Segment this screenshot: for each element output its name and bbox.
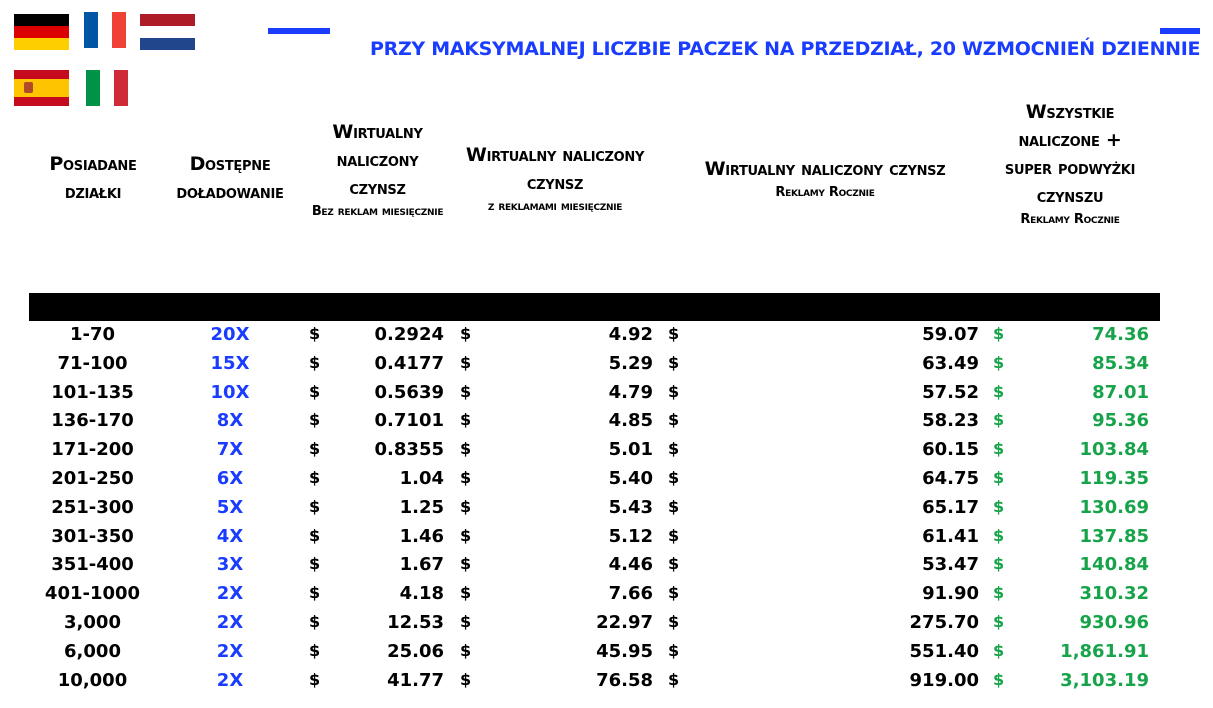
boost-cell: 5X	[216, 496, 244, 518]
rent-no-ads-monthly-cell: 1.67	[399, 554, 444, 576]
rent-ads-yearly-cell: 91.90	[922, 583, 979, 605]
dollar-sign: $	[309, 496, 321, 516]
rent-ads-yearly-cell: 919.00	[909, 669, 979, 691]
rent-ads-monthly-cell: 4.79	[608, 381, 653, 403]
dollar-sign: $	[668, 352, 680, 372]
dollar-sign: $	[460, 611, 472, 631]
total-rent-yearly-cell: 3,103.19	[1060, 669, 1149, 691]
dollar-sign: $	[668, 583, 680, 603]
dollar-sign: $	[460, 352, 472, 372]
plots-cell: 136-170	[51, 410, 134, 432]
rent-ads-yearly-cell: 65.17	[922, 496, 979, 518]
table-row	[0, 668, 1213, 697]
dollar-sign: $	[993, 439, 1005, 459]
rent-ads-monthly-cell: 76.58	[596, 669, 653, 691]
rent-ads-yearly-cell: 53.47	[922, 554, 979, 576]
plots-cell: 3,000	[64, 611, 121, 633]
rent-ads-yearly-cell: 275.70	[909, 611, 979, 633]
rent-ads-monthly-cell: 5.01	[608, 439, 653, 461]
dollar-sign: $	[668, 525, 680, 545]
dollar-sign: $	[460, 640, 472, 660]
dollar-sign: $	[460, 583, 472, 603]
plots-cell: 6,000	[64, 640, 121, 662]
header-ads-monthly: Wirtualny naliczony czynsz z reklamami miesięcznie	[465, 144, 645, 214]
rent-ads-yearly-cell: 63.49	[922, 352, 979, 374]
accent-line-right	[1160, 28, 1200, 34]
total-rent-yearly-cell: 103.84	[1079, 439, 1149, 461]
dollar-sign: $	[309, 583, 321, 603]
total-rent-yearly-cell: 1,861.91	[1060, 640, 1149, 662]
table-row	[0, 581, 1213, 610]
table-row	[0, 466, 1213, 495]
table-row	[0, 408, 1213, 437]
boost-cell: 10X	[210, 381, 250, 403]
rent-no-ads-monthly-cell: 1.46	[399, 525, 444, 547]
rent-ads-monthly-cell: 4.46	[608, 554, 653, 576]
rent-no-ads-monthly-cell: 0.8355	[374, 439, 444, 461]
rent-ads-monthly-cell: 5.40	[608, 467, 653, 489]
rent-ads-monthly-cell: 5.12	[608, 525, 653, 547]
dollar-sign: $	[309, 525, 321, 545]
total-rent-yearly-cell: 930.96	[1079, 611, 1149, 633]
dollar-sign: $	[309, 554, 321, 574]
dollar-sign: $	[993, 352, 1005, 372]
rent-ads-monthly-cell: 5.29	[608, 352, 653, 374]
rent-no-ads-monthly-cell: 0.2924	[374, 324, 444, 345]
plots-cell: 351-400	[51, 554, 134, 576]
rent-no-ads-monthly-cell: 0.7101	[374, 410, 444, 432]
table-row	[0, 524, 1213, 553]
rent-no-ads-monthly-cell: 0.5639	[374, 381, 444, 403]
table-row	[0, 351, 1213, 380]
dollar-sign: $	[309, 324, 321, 343]
boost-cell: 2X	[216, 583, 244, 605]
dollar-sign: $	[993, 554, 1005, 574]
dollar-sign: $	[993, 583, 1005, 603]
plots-cell: 1-70	[69, 324, 116, 345]
rent-ads-yearly-cell: 57.52	[922, 381, 979, 403]
rent-no-ads-monthly-cell: 1.04	[399, 467, 444, 489]
rent-table	[0, 322, 1213, 696]
dollar-sign: $	[309, 467, 321, 487]
boost-cell: 3X	[216, 554, 244, 576]
france-flag-icon[interactable]	[84, 12, 126, 48]
dollar-sign: $	[993, 381, 1005, 401]
plots-cell: 301-350	[51, 525, 134, 547]
rent-ads-yearly-cell: 61.41	[922, 525, 979, 547]
dollar-sign: $	[993, 410, 1005, 430]
rent-no-ads-monthly-cell: 41.77	[387, 669, 444, 691]
rent-ads-yearly-cell: 58.23	[922, 410, 979, 432]
plots-cell: 101-135	[51, 381, 134, 403]
dollar-sign: $	[993, 640, 1005, 660]
dollar-sign: $	[668, 640, 680, 660]
total-rent-yearly-cell: 95.36	[1092, 410, 1149, 432]
table-row	[0, 552, 1213, 581]
boost-cell: 15X	[210, 352, 250, 374]
dollar-sign: $	[309, 640, 321, 660]
plots-cell: 171-200	[51, 439, 134, 461]
dollar-sign: $	[309, 381, 321, 401]
table-row	[0, 380, 1213, 409]
boost-cell: 4X	[216, 525, 244, 547]
dollar-sign: $	[993, 525, 1005, 545]
dollar-sign: $	[460, 324, 472, 343]
dollar-sign: $	[993, 467, 1005, 487]
dollar-sign: $	[993, 496, 1005, 516]
dollar-sign: $	[460, 669, 472, 689]
netherlands-flag-icon[interactable]	[140, 14, 195, 50]
boost-cell: 2X	[216, 669, 244, 691]
table-row	[0, 610, 1213, 639]
dollar-sign: $	[668, 439, 680, 459]
dollar-sign: $	[460, 467, 472, 487]
total-rent-yearly-cell: 130.69	[1079, 496, 1149, 518]
plots-cell: 251-300	[51, 496, 134, 518]
header-plots: Posiadane działki	[49, 153, 137, 203]
header-separator-bar	[29, 293, 1160, 321]
rent-no-ads-monthly-cell: 0.4177	[374, 352, 444, 374]
dollar-sign: $	[668, 381, 680, 401]
dollar-sign: $	[668, 410, 680, 430]
table-row	[0, 495, 1213, 524]
total-rent-yearly-cell: 85.34	[1092, 352, 1149, 374]
header-no-ads-monthly: Wirtualny naliczony czynsz Bez reklam miesięcznie	[311, 121, 444, 219]
total-rent-yearly-cell: 87.01	[1092, 381, 1149, 403]
total-rent-yearly-cell: 140.84	[1079, 554, 1149, 576]
dollar-sign: $	[309, 611, 321, 631]
total-rent-yearly-cell: 119.35	[1079, 467, 1149, 489]
boost-cell: 2X	[216, 640, 244, 662]
dollar-sign: $	[309, 352, 321, 372]
dollar-sign: $	[460, 554, 472, 574]
header-boost: Dostępne doładowanie	[176, 153, 284, 203]
dollar-sign: $	[993, 324, 1005, 343]
dollar-sign: $	[309, 439, 321, 459]
dollar-sign: $	[668, 611, 680, 631]
dollar-sign: $	[993, 669, 1005, 689]
rent-no-ads-monthly-cell: 25.06	[387, 640, 444, 662]
rent-no-ads-monthly-cell: 1.25	[399, 496, 444, 518]
rent-ads-monthly-cell: 45.95	[596, 640, 653, 662]
dollar-sign: $	[309, 669, 321, 689]
dollar-sign: $	[668, 324, 680, 343]
rent-no-ads-monthly-cell: 4.18	[399, 583, 444, 605]
table-row	[0, 437, 1213, 466]
dollar-sign: $	[460, 496, 472, 516]
dollar-sign: $	[460, 410, 472, 430]
dollar-sign: $	[668, 496, 680, 516]
rent-ads-yearly-cell: 59.07	[922, 324, 979, 345]
rent-ads-monthly-cell: 7.66	[608, 583, 653, 605]
boost-cell: 8X	[216, 410, 244, 432]
plots-cell: 10,000	[57, 669, 128, 691]
rent-no-ads-monthly-cell: 12.53	[387, 611, 444, 633]
rent-ads-monthly-cell: 4.92	[608, 324, 653, 345]
dollar-sign: $	[460, 525, 472, 545]
dollar-sign: $	[668, 467, 680, 487]
rent-ads-monthly-cell: 4.85	[608, 410, 653, 432]
plots-cell: 401-1000	[44, 583, 141, 605]
accent-line-left	[268, 28, 330, 34]
spain-flag-icon[interactable]	[14, 70, 69, 106]
dollar-sign: $	[668, 554, 680, 574]
rent-ads-yearly-cell: 551.40	[909, 640, 979, 662]
rent-ads-monthly-cell: 22.97	[596, 611, 653, 633]
header-total: Wszystkie naliczone + super podwyżki czynszu Reklamy Rocznie	[1004, 101, 1136, 227]
plots-cell: 201-250	[51, 467, 134, 489]
table-row	[0, 322, 1213, 351]
header-ads-yearly: Wirtualny naliczony czynsz Reklamy Rocznie	[704, 158, 946, 200]
total-rent-yearly-cell: 310.32	[1079, 583, 1149, 605]
boost-cell: 6X	[216, 467, 244, 489]
plots-cell: 71-100	[57, 352, 128, 374]
boost-cell: 7X	[216, 439, 244, 461]
rent-ads-yearly-cell: 60.15	[922, 439, 979, 461]
table-row	[0, 639, 1213, 668]
total-rent-yearly-cell: 137.85	[1079, 525, 1149, 547]
dollar-sign: $	[460, 439, 472, 459]
boost-cell: 20X	[210, 324, 250, 345]
dollar-sign: $	[993, 611, 1005, 631]
rent-ads-yearly-cell: 64.75	[922, 467, 979, 489]
italy-flag-icon[interactable]	[86, 70, 128, 106]
dollar-sign: $	[309, 410, 321, 430]
banner-title: PRZY MAKSYMALNEJ LICZBIE PACZEK NA PRZEDZIAŁ, 20 WZMOCNIEŃ DZIENNIE	[370, 38, 1201, 60]
total-rent-yearly-cell: 74.36	[1092, 324, 1149, 345]
germany-flag-icon[interactable]	[14, 14, 69, 50]
dollar-sign: $	[460, 381, 472, 401]
dollar-sign: $	[668, 669, 680, 689]
rent-ads-monthly-cell: 5.43	[608, 496, 653, 518]
boost-cell: 2X	[216, 611, 244, 633]
